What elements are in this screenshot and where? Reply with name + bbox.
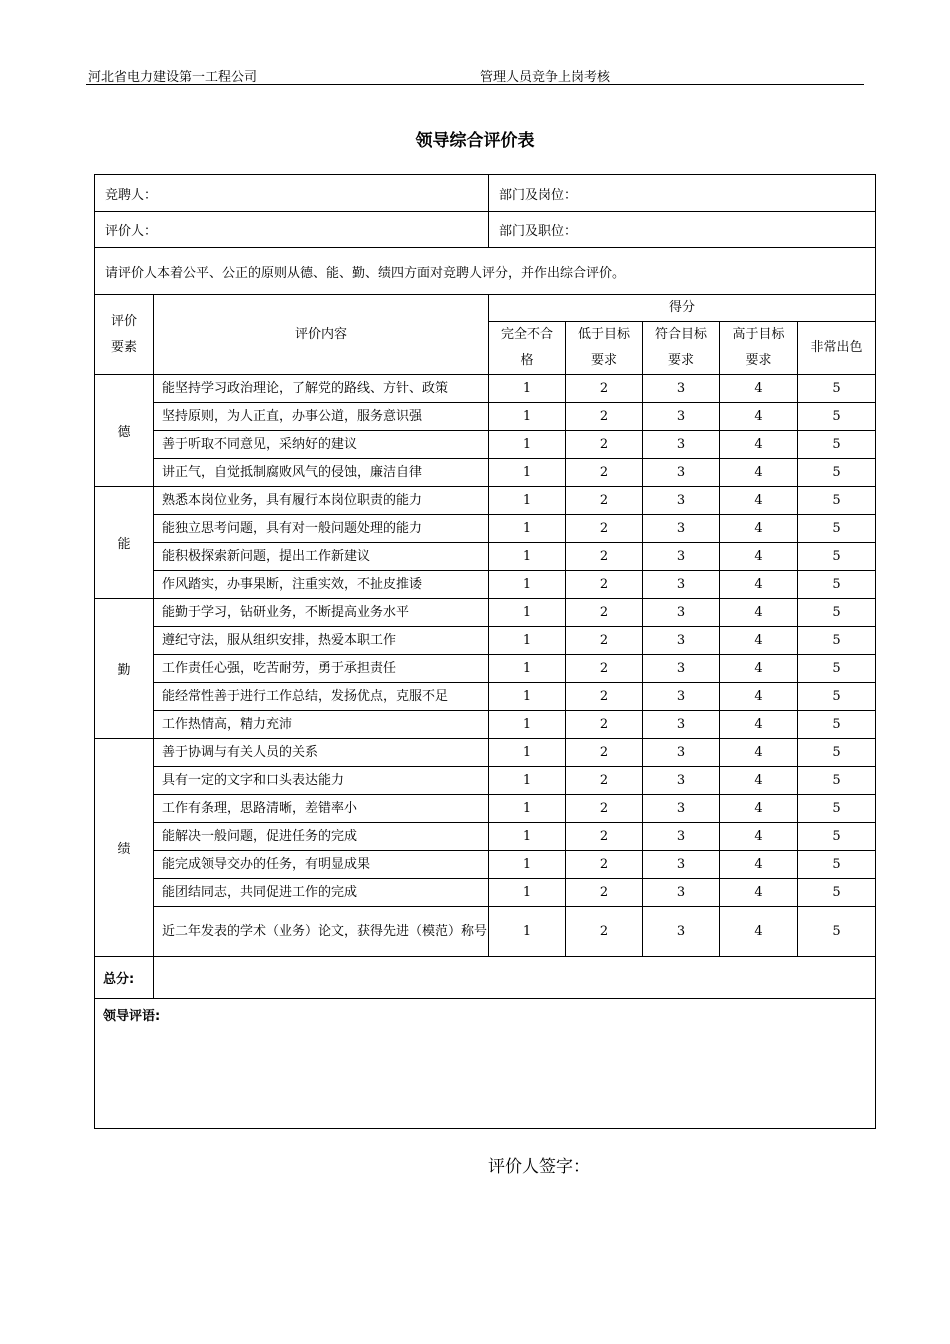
score-option[interactable]: 4 xyxy=(720,403,798,431)
items-body xyxy=(95,375,876,957)
item-content: 能坚持学习政治理论，了解党的路线、方针、政策 xyxy=(154,375,489,403)
score-option[interactable]: 5 xyxy=(798,431,876,459)
signature-label: 评价人签字： xyxy=(488,1157,590,1177)
score-option[interactable]: 5 xyxy=(798,375,876,403)
score-option[interactable]: 3 xyxy=(643,403,720,431)
score-option[interactable]: 4 xyxy=(720,431,798,459)
item-content: 具有一定的文字和口头表达能力 xyxy=(154,767,489,795)
table-row xyxy=(95,907,876,957)
total-label: 总分: xyxy=(95,957,154,999)
score-option[interactable]: 5 xyxy=(798,851,876,879)
score-option[interactable]: 1 xyxy=(489,851,566,879)
score-option[interactable]: 4 xyxy=(720,711,798,739)
score-option[interactable]: 3 xyxy=(643,907,720,957)
item-content: 讲正气，自觉抵制腐败风气的侵蚀，廉洁自律 xyxy=(154,459,489,487)
score-option[interactable]: 3 xyxy=(643,627,720,655)
score-option[interactable]: 5 xyxy=(798,599,876,627)
evaluator-field[interactable]: 评价人： xyxy=(95,212,489,248)
table-row xyxy=(95,515,876,543)
score-option[interactable]: 1 xyxy=(489,543,566,571)
total-field[interactable] xyxy=(154,957,876,999)
score-option[interactable]: 1 xyxy=(489,487,566,515)
item-content: 作风踏实，办事果断，注重实效，不扯皮推诿 xyxy=(154,571,489,599)
item-content: 工作热情高，精力充沛 xyxy=(154,711,489,739)
score-option[interactable]: 2 xyxy=(566,767,643,795)
score-option[interactable]: 5 xyxy=(798,515,876,543)
score-option[interactable]: 3 xyxy=(643,655,720,683)
company-name: 河北省电力建设第一工程公司 xyxy=(88,70,258,85)
score-option[interactable]: 4 xyxy=(720,599,798,627)
score-option[interactable]: 1 xyxy=(489,739,566,767)
score-option[interactable]: 3 xyxy=(643,431,720,459)
table-row xyxy=(95,403,876,431)
score-option[interactable]: 1 xyxy=(489,683,566,711)
page-title: 领导综合评价表 xyxy=(415,131,535,151)
score-option[interactable]: 2 xyxy=(566,571,643,599)
score-option[interactable]: 3 xyxy=(643,739,720,767)
item-content: 工作责任心强，吃苦耐劳，勇于承担责任 xyxy=(154,655,489,683)
score-option[interactable]: 3 xyxy=(643,459,720,487)
score-option[interactable]: 1 xyxy=(489,403,566,431)
score-option[interactable]: 4 xyxy=(720,739,798,767)
score-option[interactable]: 5 xyxy=(798,627,876,655)
score-option[interactable]: 5 xyxy=(798,907,876,957)
score-option[interactable]: 1 xyxy=(489,655,566,683)
score-option[interactable]: 3 xyxy=(643,571,720,599)
score-option[interactable]: 2 xyxy=(566,543,643,571)
table-row xyxy=(95,599,876,627)
score-option[interactable]: 3 xyxy=(643,683,720,711)
level-header: 完全不合 格 xyxy=(489,322,566,375)
factor-cell: 绩 xyxy=(95,739,154,957)
evaluator-dept-field[interactable]: 部门及职位： xyxy=(489,212,876,248)
item-content: 能团结同志，共同促进工作的完成 xyxy=(154,879,489,907)
instruction-text: 请评价人本着公平、公正的原则从德、能、勤、绩四方面对竞聘人评分，并作出综合评价。 xyxy=(95,248,876,295)
score-option[interactable]: 5 xyxy=(798,711,876,739)
score-option[interactable]: 5 xyxy=(798,459,876,487)
score-option[interactable]: 2 xyxy=(566,795,643,823)
table-row xyxy=(95,655,876,683)
header-subject: 管理人员竞争上岗考核 xyxy=(480,70,611,85)
score-option[interactable]: 2 xyxy=(566,823,643,851)
score-option[interactable]: 4 xyxy=(720,655,798,683)
factor-header xyxy=(95,295,154,375)
table-row xyxy=(95,767,876,795)
factor-header-line: 要素 xyxy=(110,339,137,355)
score-option[interactable]: 3 xyxy=(643,515,720,543)
item-content: 近二年发表的学术（业务）论文，获得先进（模范）称号 xyxy=(154,907,489,957)
level-header: 非常出色 xyxy=(798,322,876,375)
table-row xyxy=(95,711,876,739)
score-option[interactable]: 1 xyxy=(489,459,566,487)
content-header: 评价内容 xyxy=(154,295,489,375)
item-content: 熟悉本岗位业务，具有履行本岗位职责的能力 xyxy=(154,487,489,515)
score-option[interactable]: 2 xyxy=(566,739,643,767)
score-option[interactable]: 5 xyxy=(798,571,876,599)
score-option[interactable]: 4 xyxy=(720,627,798,655)
item-content: 能完成领导交办的任务，有明显成果 xyxy=(154,851,489,879)
score-option[interactable]: 4 xyxy=(720,515,798,543)
score-option[interactable]: 3 xyxy=(643,879,720,907)
score-option[interactable]: 1 xyxy=(489,515,566,543)
score-option[interactable]: 3 xyxy=(643,599,720,627)
table-row xyxy=(95,543,876,571)
factor-cell: 能 xyxy=(95,487,154,599)
score-option[interactable]: 1 xyxy=(489,375,566,403)
score-option[interactable]: 3 xyxy=(643,711,720,739)
level-header: 低于目标 要求 xyxy=(566,322,643,375)
score-option[interactable]: 5 xyxy=(798,879,876,907)
score-option[interactable]: 5 xyxy=(798,403,876,431)
table-row xyxy=(95,431,876,459)
score-option[interactable]: 2 xyxy=(566,375,643,403)
item-content: 工作有条理，思路清晰，差错率小 xyxy=(154,795,489,823)
level-header: 高于目标 要求 xyxy=(720,322,798,375)
evaluation-form xyxy=(94,174,876,1129)
comment-field[interactable] xyxy=(95,999,876,1129)
score-option[interactable]: 4 xyxy=(720,823,798,851)
score-option[interactable]: 3 xyxy=(643,823,720,851)
score-option[interactable]: 4 xyxy=(720,851,798,879)
page-header xyxy=(86,64,864,85)
score-option[interactable]: 5 xyxy=(798,683,876,711)
score-option[interactable]: 1 xyxy=(489,627,566,655)
item-content: 能独立思考问题，具有对一般问题处理的能力 xyxy=(154,515,489,543)
table-row xyxy=(95,739,876,767)
score-option[interactable]: 2 xyxy=(566,459,643,487)
table-row xyxy=(95,795,876,823)
score-option[interactable]: 2 xyxy=(566,683,643,711)
score-option[interactable]: 3 xyxy=(643,375,720,403)
table-row xyxy=(95,459,876,487)
score-option[interactable]: 1 xyxy=(489,795,566,823)
table-row xyxy=(95,487,876,515)
table-row xyxy=(95,627,876,655)
score-option[interactable]: 2 xyxy=(566,403,643,431)
score-option[interactable]: 2 xyxy=(566,431,643,459)
score-option[interactable]: 5 xyxy=(798,543,876,571)
score-option[interactable]: 4 xyxy=(720,459,798,487)
item-content: 能积极探索新问题，提出工作新建议 xyxy=(154,543,489,571)
score-option[interactable]: 2 xyxy=(566,907,643,957)
score-option[interactable]: 2 xyxy=(566,627,643,655)
score-header: 得分 xyxy=(489,295,876,322)
score-option[interactable]: 4 xyxy=(720,879,798,907)
score-option[interactable]: 4 xyxy=(720,543,798,571)
score-option[interactable]: 4 xyxy=(720,683,798,711)
score-option[interactable]: 1 xyxy=(489,571,566,599)
item-content: 能勤于学习，钻研业务，不断提高业务水平 xyxy=(154,599,489,627)
candidate-dept-field[interactable]: 部门及岗位： xyxy=(489,175,876,212)
factor-cell: 勤 xyxy=(95,599,154,739)
table-row xyxy=(95,375,876,403)
table-row xyxy=(95,683,876,711)
score-option[interactable]: 5 xyxy=(798,487,876,515)
score-option[interactable]: 4 xyxy=(720,375,798,403)
table-row xyxy=(95,571,876,599)
score-option[interactable]: 1 xyxy=(489,907,566,957)
score-option[interactable]: 1 xyxy=(489,767,566,795)
item-content: 能经常性善于进行工作总结，发扬优点，克服不足 xyxy=(154,683,489,711)
score-option[interactable]: 5 xyxy=(798,739,876,767)
score-option[interactable]: 2 xyxy=(566,711,643,739)
item-content: 遵纪守法，服从组织安排，热爱本职工作 xyxy=(154,627,489,655)
item-content: 坚持原则，为人正直，办事公道，服务意识强 xyxy=(154,403,489,431)
score-option[interactable]: 2 xyxy=(566,655,643,683)
score-option[interactable]: 1 xyxy=(489,431,566,459)
table-row xyxy=(95,879,876,907)
score-option[interactable]: 5 xyxy=(798,767,876,795)
score-option[interactable]: 3 xyxy=(643,487,720,515)
score-option[interactable]: 4 xyxy=(720,907,798,957)
score-option[interactable]: 2 xyxy=(566,851,643,879)
item-content: 善于听取不同意见，采纳好的建议 xyxy=(154,431,489,459)
score-option[interactable]: 1 xyxy=(489,823,566,851)
factor-header-line: 评价 xyxy=(110,313,137,329)
score-option[interactable]: 2 xyxy=(566,879,643,907)
score-option[interactable]: 3 xyxy=(643,795,720,823)
table-row xyxy=(95,851,876,879)
table-row xyxy=(95,823,876,851)
level-header: 符合目标 要求 xyxy=(643,322,720,375)
score-option[interactable]: 3 xyxy=(643,543,720,571)
score-option[interactable]: 2 xyxy=(566,599,643,627)
score-option[interactable]: 4 xyxy=(720,767,798,795)
score-option[interactable]: 3 xyxy=(643,767,720,795)
score-option[interactable]: 5 xyxy=(798,655,876,683)
score-option[interactable]: 1 xyxy=(489,711,566,739)
candidate-field[interactable]: 竞聘人： xyxy=(95,175,489,212)
score-option[interactable]: 1 xyxy=(489,879,566,907)
score-option[interactable]: 1 xyxy=(489,599,566,627)
score-option[interactable]: 3 xyxy=(643,851,720,879)
score-option[interactable]: 4 xyxy=(720,487,798,515)
score-option[interactable]: 2 xyxy=(566,487,643,515)
factor-cell: 德 xyxy=(95,375,154,487)
comment-label: 领导评语: xyxy=(103,1009,161,1024)
score-option[interactable]: 5 xyxy=(798,823,876,851)
score-option[interactable]: 5 xyxy=(798,795,876,823)
item-content: 能解决一般问题，促进任务的完成 xyxy=(154,823,489,851)
score-option[interactable]: 4 xyxy=(720,795,798,823)
score-option[interactable]: 2 xyxy=(566,515,643,543)
item-content: 善于协调与有关人员的关系 xyxy=(154,739,489,767)
score-option[interactable]: 4 xyxy=(720,571,798,599)
